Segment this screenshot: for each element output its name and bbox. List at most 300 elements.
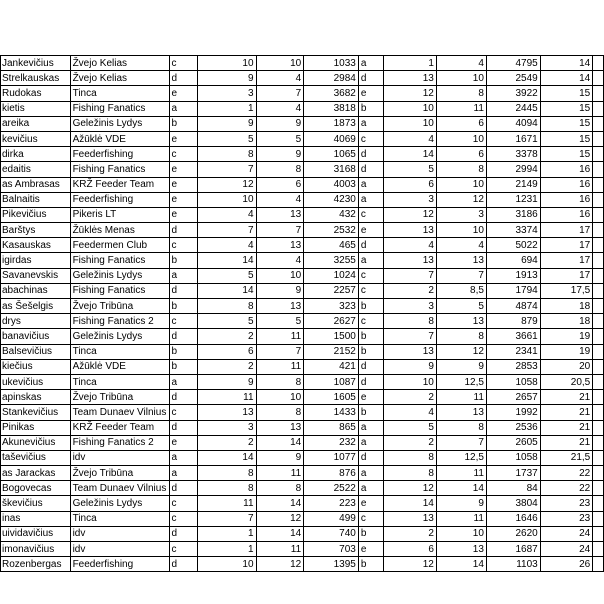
cell-sector-2: c [358,268,384,283]
cell-place-2: 5 [384,420,437,435]
cell-edge [593,299,604,314]
cell-weight-1: 4230 [304,192,359,207]
cell-total-points: 17 [540,253,592,268]
cell-place-1: 4 [198,238,256,253]
cell-sector-1: c [169,56,198,71]
table-body [1,56,604,572]
table-row [1,390,604,405]
cell-points-2: 10 [436,223,486,238]
table-row [1,253,604,268]
cell-sector-1: d [169,526,198,541]
cell-total-points: 21 [540,390,592,405]
cell-points-2: 6 [436,147,486,162]
table-row [1,268,604,283]
table-row [1,359,604,374]
cell-edge [593,450,604,465]
cell-team: Ažūklė VDE [70,131,169,146]
table-row [1,542,604,557]
cell-team: Geležinis Lydys [70,116,169,131]
cell-place-2: 5 [384,162,437,177]
cell-weight-1: 3255 [304,253,359,268]
cell-total-points: 19 [540,344,592,359]
cell-total-points: 22 [540,481,592,496]
table-row [1,71,604,86]
cell-sector-1: e [169,192,198,207]
cell-points-1: 13 [256,207,304,222]
cell-edge [593,131,604,146]
cell-edge [593,329,604,344]
cell-place-1: 7 [198,223,256,238]
cell-sector-2: b [358,344,384,359]
cell-total-points: 15 [540,116,592,131]
cell-place-1: 5 [198,314,256,329]
cell-angler-name: Stankevičius [1,405,71,420]
cell-points-1: 4 [256,192,304,207]
cell-place-2: 12 [384,207,437,222]
results-table [0,55,604,572]
cell-place-2: 4 [384,131,437,146]
cell-weight-2: 1058 [486,450,540,465]
cell-place-1: 11 [198,390,256,405]
cell-sector-1: d [169,420,198,435]
cell-place-2: 2 [384,526,437,541]
cell-points-1: 7 [256,223,304,238]
cell-points-1: 4 [256,71,304,86]
cell-angler-name: kietis [1,101,71,116]
cell-points-1: 8 [256,405,304,420]
cell-sector-1: c [169,147,198,162]
cell-sector-2: e [358,223,384,238]
cell-angler-name: apinskas [1,390,71,405]
cell-team: idv [70,450,169,465]
cell-points-2: 8 [436,329,486,344]
cell-place-2: 12 [384,86,437,101]
cell-place-1: 9 [198,116,256,131]
cell-sector-1: e [169,435,198,450]
cell-weight-2: 1103 [486,557,540,572]
cell-team: Ažūklė VDE [70,359,169,374]
cell-angler-name: uividavičius [1,526,71,541]
cell-team: Fishing Fanatics 2 [70,435,169,450]
cell-weight-2: 1913 [486,268,540,283]
cell-angler-name: ukevičius [1,374,71,389]
table-row [1,329,604,344]
cell-edge [593,238,604,253]
cell-sector-1: a [169,466,198,481]
cell-edge [593,253,604,268]
cell-place-2: 9 [384,359,437,374]
cell-weight-1: 232 [304,435,359,450]
cell-weight-1: 2984 [304,71,359,86]
cell-edge [593,420,604,435]
cell-angler-name: as Ambrasas [1,177,71,192]
cell-weight-1: 4069 [304,131,359,146]
cell-total-points: 17 [540,223,592,238]
cell-angler-name: Rudokas [1,86,71,101]
cell-weight-2: 3922 [486,86,540,101]
cell-place-1: 12 [198,177,256,192]
cell-sector-1: a [169,101,198,116]
cell-weight-2: 2853 [486,359,540,374]
cell-place-1: 8 [198,147,256,162]
cell-place-2: 8 [384,466,437,481]
cell-sector-1: b [169,299,198,314]
cell-points-2: 12 [436,192,486,207]
table-row [1,192,604,207]
cell-place-2: 2 [384,390,437,405]
cell-place-2: 1 [384,56,437,71]
cell-edge [593,177,604,192]
cell-team: Fishing Fanatics [70,283,169,298]
cell-weight-1: 1087 [304,374,359,389]
cell-sector-1: d [169,71,198,86]
cell-points-2: 13 [436,405,486,420]
cell-team: KRŽ Feeder Team [70,177,169,192]
cell-place-1: 9 [198,374,256,389]
cell-sector-2: e [358,86,384,101]
cell-place-1: 10 [198,557,256,572]
cell-angler-name: Pinikas [1,420,71,435]
cell-sector-2: a [358,192,384,207]
cell-edge [593,223,604,238]
cell-weight-2: 2620 [486,526,540,541]
cell-weight-1: 1395 [304,557,359,572]
cell-sector-2: b [358,557,384,572]
cell-total-points: 20,5 [540,374,592,389]
cell-points-2: 14 [436,557,486,572]
cell-place-2: 4 [384,405,437,420]
cell-weight-1: 2152 [304,344,359,359]
cell-place-2: 10 [384,374,437,389]
cell-sector-2: a [358,253,384,268]
table-row [1,466,604,481]
cell-place-2: 2 [384,283,437,298]
cell-team: Fishing Fanatics 2 [70,314,169,329]
cell-weight-2: 84 [486,481,540,496]
cell-place-1: 1 [198,101,256,116]
cell-edge [593,435,604,450]
table-row [1,314,604,329]
cell-team: Tinca [70,374,169,389]
table-row [1,511,604,526]
cell-weight-1: 1077 [304,450,359,465]
cell-points-2: 7 [436,268,486,283]
cell-weight-2: 2536 [486,420,540,435]
cell-weight-1: 1024 [304,268,359,283]
cell-team: Feedermen Club [70,238,169,253]
cell-sector-2: d [358,374,384,389]
cell-points-2: 9 [436,496,486,511]
cell-weight-2: 1231 [486,192,540,207]
table-row [1,238,604,253]
cell-sector-1: a [169,450,198,465]
cell-place-1: 1 [198,526,256,541]
cell-total-points: 22 [540,466,592,481]
cell-weight-2: 1687 [486,542,540,557]
cell-edge [593,86,604,101]
cell-edge [593,192,604,207]
cell-total-points: 15 [540,131,592,146]
cell-points-2: 10 [436,177,486,192]
cell-total-points: 23 [540,496,592,511]
cell-points-2: 7 [436,435,486,450]
cell-place-1: 5 [198,131,256,146]
table-row [1,207,604,222]
cell-angler-name: škevičius [1,496,71,511]
cell-sector-2: b [358,299,384,314]
cell-place-1: 10 [198,192,256,207]
cell-points-1: 7 [256,344,304,359]
cell-sector-1: e [169,131,198,146]
cell-sector-1: c [169,405,198,420]
cell-points-2: 8,5 [436,283,486,298]
cell-total-points: 21,5 [540,450,592,465]
cell-place-2: 14 [384,496,437,511]
cell-points-1: 11 [256,359,304,374]
cell-points-2: 13 [436,542,486,557]
cell-weight-1: 2257 [304,283,359,298]
cell-points-2: 13 [436,314,486,329]
cell-angler-name: as Jarackas [1,466,71,481]
cell-weight-2: 1992 [486,405,540,420]
cell-angler-name: dirka [1,147,71,162]
cell-total-points: 16 [540,207,592,222]
cell-weight-1: 876 [304,466,359,481]
cell-edge [593,101,604,116]
cell-team: Žvejo Kelias [70,71,169,86]
cell-team: Žvejo Tribūna [70,466,169,481]
cell-team: Fishing Fanatics [70,101,169,116]
cell-weight-2: 1671 [486,131,540,146]
cell-points-1: 10 [256,390,304,405]
cell-edge [593,542,604,557]
cell-place-1: 11 [198,496,256,511]
cell-total-points: 21 [540,435,592,450]
cell-points-2: 12,5 [436,374,486,389]
cell-place-1: 8 [198,466,256,481]
cell-sector-2: b [358,329,384,344]
cell-sector-2: d [358,359,384,374]
cell-sector-2: c [358,131,384,146]
table-row [1,344,604,359]
cell-edge [593,162,604,177]
cell-sector-2: a [358,420,384,435]
table-row [1,101,604,116]
cell-sector-2: e [358,496,384,511]
cell-points-1: 7 [256,86,304,101]
cell-points-1: 11 [256,466,304,481]
cell-points-1: 13 [256,299,304,314]
table-row [1,450,604,465]
cell-sector-2: e [358,390,384,405]
cell-total-points: 16 [540,177,592,192]
cell-weight-2: 4874 [486,299,540,314]
cell-sector-1: e [169,162,198,177]
cell-points-2: 12 [436,344,486,359]
cell-total-points: 23 [540,511,592,526]
cell-angler-name: Kasauskas [1,238,71,253]
cell-sector-1: d [169,390,198,405]
cell-place-2: 13 [384,71,437,86]
cell-angler-name: Bogovecas [1,481,71,496]
cell-place-2: 13 [384,223,437,238]
cell-place-1: 8 [198,299,256,314]
cell-points-1: 10 [256,268,304,283]
cell-points-2: 8 [436,86,486,101]
cell-total-points: 26 [540,557,592,572]
cell-place-2: 6 [384,542,437,557]
cell-points-1: 9 [256,147,304,162]
cell-angler-name: Pikevičius [1,207,71,222]
cell-team: Tinca [70,86,169,101]
cell-points-1: 4 [256,253,304,268]
cell-points-1: 6 [256,177,304,192]
cell-weight-2: 3374 [486,223,540,238]
cell-weight-2: 2605 [486,435,540,450]
cell-points-1: 4 [256,101,304,116]
cell-weight-2: 5022 [486,238,540,253]
cell-sector-1: c [169,314,198,329]
cell-place-1: 6 [198,344,256,359]
cell-team: idv [70,526,169,541]
cell-edge [593,481,604,496]
cell-edge [593,283,604,298]
cell-sector-1: d [169,329,198,344]
cell-sector-2: d [358,71,384,86]
cell-weight-2: 1646 [486,511,540,526]
cell-weight-2: 2445 [486,101,540,116]
table-row [1,283,604,298]
cell-weight-1: 1433 [304,405,359,420]
table-row [1,86,604,101]
cell-edge [593,526,604,541]
cell-points-1: 14 [256,496,304,511]
cell-angler-name: Rozenbergas [1,557,71,572]
cell-team: Fishing Fanatics [70,253,169,268]
cell-sector-2: d [358,162,384,177]
cell-sector-1: b [169,344,198,359]
cell-team: Team Dunaev Vilnius [70,481,169,496]
cell-total-points: 20 [540,359,592,374]
table-row [1,131,604,146]
cell-angler-name: Strelkauskas [1,71,71,86]
cell-team: Žvejo Kelias [70,56,169,71]
cell-edge [593,147,604,162]
cell-place-2: 3 [384,192,437,207]
cell-place-2: 2 [384,435,437,450]
cell-points-1: 5 [256,314,304,329]
cell-sector-2: b [358,526,384,541]
cell-sector-1: b [169,253,198,268]
cell-angler-name: as Šešelgis [1,299,71,314]
cell-angler-name: kiečius [1,359,71,374]
cell-edge [593,390,604,405]
cell-sector-2: e [358,542,384,557]
table-row [1,223,604,238]
cell-place-2: 8 [384,450,437,465]
cell-points-2: 11 [436,466,486,481]
cell-weight-2: 3186 [486,207,540,222]
cell-angler-name: inas [1,511,71,526]
cell-team: Feederfishing [70,147,169,162]
table-row [1,162,604,177]
cell-sector-2: c [358,511,384,526]
cell-sector-2: d [358,450,384,465]
cell-points-2: 4 [436,56,486,71]
cell-angler-name: abachinas [1,283,71,298]
cell-sector-1: d [169,223,198,238]
cell-total-points: 15 [540,86,592,101]
cell-place-1: 10 [198,56,256,71]
cell-place-1: 7 [198,511,256,526]
cell-team: Žvejo Tribūna [70,390,169,405]
cell-edge [593,344,604,359]
cell-sector-1: d [169,557,198,572]
cell-place-2: 8 [384,314,437,329]
cell-points-2: 14 [436,481,486,496]
cell-sector-1: b [169,359,198,374]
cell-points-1: 10 [256,56,304,71]
cell-weight-1: 499 [304,511,359,526]
cell-weight-1: 3168 [304,162,359,177]
cell-sector-2: a [358,56,384,71]
cell-points-2: 8 [436,162,486,177]
cell-points-2: 11 [436,390,486,405]
cell-points-2: 10 [436,526,486,541]
cell-sector-1: c [169,496,198,511]
cell-place-2: 3 [384,299,437,314]
cell-edge [593,56,604,71]
cell-total-points: 24 [540,526,592,541]
cell-weight-1: 3818 [304,101,359,116]
cell-points-2: 11 [436,101,486,116]
cell-weight-1: 323 [304,299,359,314]
cell-place-1: 1 [198,542,256,557]
cell-points-1: 9 [256,450,304,465]
cell-angler-name: taševičius [1,450,71,465]
cell-sector-2: b [358,101,384,116]
cell-weight-1: 3682 [304,86,359,101]
cell-weight-2: 2549 [486,71,540,86]
cell-sector-2: d [358,238,384,253]
cell-sector-1: d [169,283,198,298]
cell-total-points: 18 [540,299,592,314]
cell-sector-1: b [169,116,198,131]
cell-points-1: 11 [256,329,304,344]
cell-place-2: 13 [384,344,437,359]
cell-points-1: 9 [256,283,304,298]
cell-edge [593,359,604,374]
cell-edge [593,116,604,131]
table-row [1,56,604,71]
cell-points-1: 5 [256,131,304,146]
table-row [1,299,604,314]
cell-place-1: 2 [198,359,256,374]
cell-total-points: 24 [540,542,592,557]
cell-total-points: 15 [540,147,592,162]
cell-sector-2: a [358,435,384,450]
table-row [1,374,604,389]
cell-team: Geležinis Lydys [70,329,169,344]
cell-team: Tinca [70,511,169,526]
cell-weight-1: 2627 [304,314,359,329]
table-row [1,405,604,420]
cell-place-1: 13 [198,405,256,420]
cell-team: Tinca [70,344,169,359]
cell-weight-2: 2657 [486,390,540,405]
cell-team: Žūklės Menas [70,223,169,238]
cell-weight-2: 4795 [486,56,540,71]
